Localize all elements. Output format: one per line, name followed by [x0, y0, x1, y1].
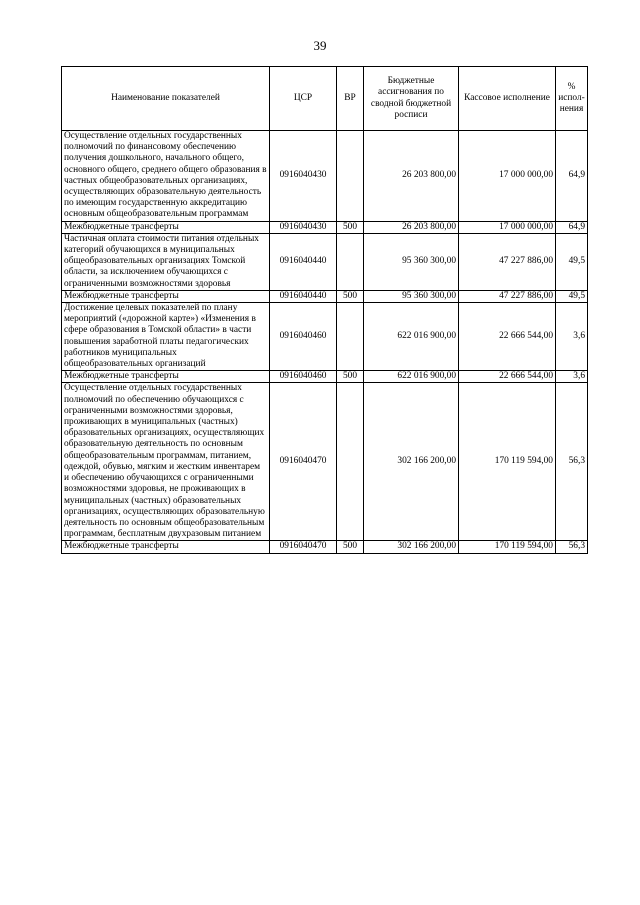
- row-vr: 500: [337, 221, 364, 233]
- table-row: [62, 383, 588, 541]
- row-name: Межбюджетные трансферты: [62, 221, 270, 233]
- row-percent: 49,5: [556, 233, 588, 290]
- table-row: [62, 131, 588, 222]
- row-budget: 26 203 800,00: [364, 221, 459, 233]
- row-csr: 0916040440: [270, 290, 337, 302]
- row-vr: 500: [337, 290, 364, 302]
- header-budget: Бюджетные ассигнования по сводной бюджетной росписи: [364, 67, 459, 131]
- row-name: Межбюджетные трансферты: [62, 541, 270, 553]
- row-budget: 622 016 900,00: [364, 303, 459, 371]
- row-percent: 56,3: [556, 541, 588, 553]
- row-cash: 47 227 886,00: [459, 233, 556, 290]
- header-cash: Кассовое исполнение: [459, 67, 556, 131]
- budget-execution-table: [61, 66, 588, 554]
- row-cash: 17 000 000,00: [459, 221, 556, 233]
- row-vr: [337, 303, 364, 371]
- row-percent: 3,6: [556, 371, 588, 383]
- header-csr: ЦСР: [270, 67, 337, 131]
- row-name: Достижение целевых показателей по плану мероприятий («дорожной карте») «Изменения в сфере образования в Томской области» в части повышения заработной платы педагогических работников муниципальных общеобразовательных организаций: [62, 303, 270, 371]
- row-percent: 56,3: [556, 383, 588, 541]
- row-name: Межбюджетные трансферты: [62, 371, 270, 383]
- row-cash: 170 119 594,00: [459, 383, 556, 541]
- row-csr: 0916040430: [270, 131, 337, 222]
- row-percent: 64,9: [556, 131, 588, 222]
- row-cash: 170 119 594,00: [459, 541, 556, 553]
- header-name: Наименование показателей: [62, 67, 270, 131]
- row-csr: 0916040430: [270, 221, 337, 233]
- row-percent: 49,5: [556, 290, 588, 302]
- row-csr: 0916040440: [270, 233, 337, 290]
- row-cash: 22 666 544,00: [459, 371, 556, 383]
- row-vr: [337, 383, 364, 541]
- row-budget: 95 360 300,00: [364, 290, 459, 302]
- row-csr: 0916040460: [270, 371, 337, 383]
- row-csr: 0916040470: [270, 541, 337, 553]
- row-budget: 26 203 800,00: [364, 131, 459, 222]
- row-vr: 500: [337, 371, 364, 383]
- table-row: [62, 303, 588, 371]
- row-name: Осуществление отдельных государственных полномочий по обеспечению обучающихся с ограниченными возможностями здоровья, проживающих в муниципальных (частных) образовательных организациях, осуществляющих образовательную деятельность по основным общеобразовательным программам, питанием, одеждой, обувью, мягким и жестким инвентарем и обеспечению обучающихся с ограниченными возможностями здоровья, не проживающих в муниципальных (частных) образовательных организациях, осуществляющих образовательную деятельность по основным общеобразовательным программам, бесплатным двухразовым питанием: [62, 383, 270, 541]
- row-cash: 17 000 000,00: [459, 131, 556, 222]
- row-vr: 500: [337, 541, 364, 553]
- row-percent: 64,9: [556, 221, 588, 233]
- row-budget: 622 016 900,00: [364, 371, 459, 383]
- header-vr: ВР: [337, 67, 364, 131]
- row-name: Межбюджетные трансферты: [62, 290, 270, 302]
- table-row: [62, 541, 588, 553]
- row-name: Частичная оплата стоимости питания отдельных категорий обучающихся в муниципальных общеобразовательных организациях Томской области, за исключением обучающихся с ограниченными возможностями здоровья: [62, 233, 270, 290]
- row-name: Осуществление отдельных государственных полномочий по финансовому обеспечению получения дошкольного, начального общего, основного общего, среднего общего образования в частных общеобразовательных организациях, осуществляющих образовательную деятельность по имеющим государственную аккредитацию основным общеобразовательным программам: [62, 131, 270, 222]
- row-vr: [337, 131, 364, 222]
- row-cash: 47 227 886,00: [459, 290, 556, 302]
- row-vr: [337, 233, 364, 290]
- table-row: [62, 290, 588, 302]
- row-percent: 3,6: [556, 303, 588, 371]
- header-percent: % испол-нения: [556, 67, 588, 131]
- table-row: [62, 221, 588, 233]
- row-budget: 95 360 300,00: [364, 233, 459, 290]
- table-row: [62, 371, 588, 383]
- row-csr: 0916040470: [270, 383, 337, 541]
- row-budget: 302 166 200,00: [364, 383, 459, 541]
- row-cash: 22 666 544,00: [459, 303, 556, 371]
- row-budget: 302 166 200,00: [364, 541, 459, 553]
- page-number: 39: [313, 38, 327, 53]
- table-row: [62, 233, 588, 290]
- table-header-row: [62, 67, 588, 131]
- row-csr: 0916040460: [270, 303, 337, 371]
